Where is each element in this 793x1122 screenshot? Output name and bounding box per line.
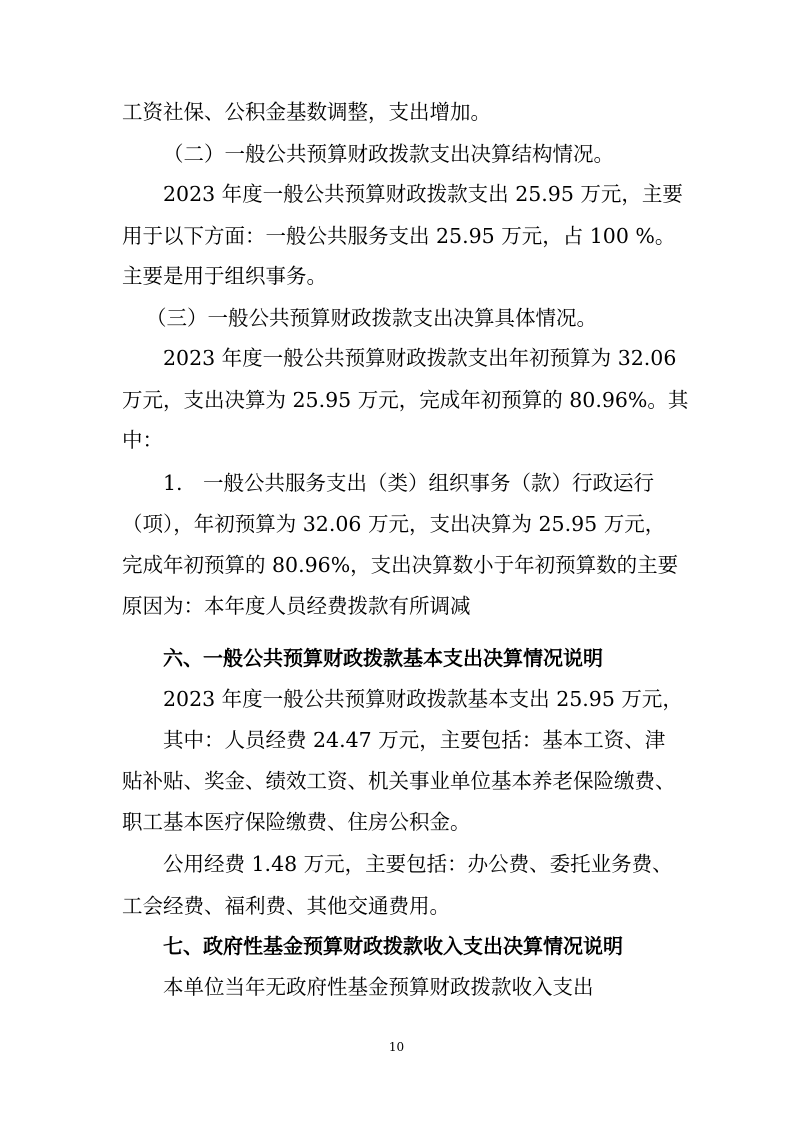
section-heading: 六、一般公共预算财政拨款基本支出决算情况说明 [163,646,603,670]
paragraph-line: 完成年初预算的 80.96%，支出决算数小于年初预算数的主要 [122,553,679,577]
paragraph-line: 职工基本医疗保险缴费、住房公积金。 [122,810,471,834]
paragraph-line: 2023 年度一般公共预算财政拨款支出年初预算为 32.06 [163,346,677,370]
paragraph-line: 1. 一般公共服务支出（类）组织事务（款）行政运行 [163,471,655,495]
paragraph-line: 2023 年度一般公共预算财政拨款支出 25.95 万元，主要 [163,182,683,206]
section-subheading: （二）一般公共预算财政拨款支出决算结构情况。 [163,142,614,166]
paragraph-line: 工资社保、公积金基数调整，支出增加。 [122,100,491,124]
paragraph-line: 其中：人员经费 24.47 万元，主要包括：基本工资、津 [163,728,666,752]
section-subheading: （三）一般公共预算财政拨款支出决算具体情况。 [146,306,597,330]
paragraph-line: 贴补贴、奖金、绩效工资、机关事业单位基本养老保险缴费、 [122,769,676,793]
paragraph-line: 工会经费、福利费、其他交通费用。 [122,894,450,918]
paragraph-line: 本单位当年无政府性基金预算财政拨款收入支出 [163,975,594,999]
paragraph-line: 用于以下方面：一般公共服务支出 25.95 万元，占 100 %。 [122,224,676,248]
paragraph-line: 原因为：本年度人员经费拨款有所调减 [122,594,471,618]
paragraph-line: 公用经费 1.48 万元，主要包括：办公费、委托业务费、 [163,852,673,876]
paragraph-line: 中： [122,428,163,452]
paragraph-line: 万元，支出决算为 25.95 万元，完成年初预算的 80.96%。其 [122,388,689,412]
paragraph-line: （项），年初预算为 32.06 万元，支出决算为 25.95 万元， [122,512,666,536]
paragraph-line: 主要是用于组织事务。 [122,264,327,288]
page-number: 10 [388,1040,405,1054]
section-heading: 七、政府性基金预算财政拨款收入支出决算情况说明 [163,934,623,958]
paragraph-line: 2023 年度一般公共预算财政拨款基本支出 25.95 万元， [163,687,683,711]
